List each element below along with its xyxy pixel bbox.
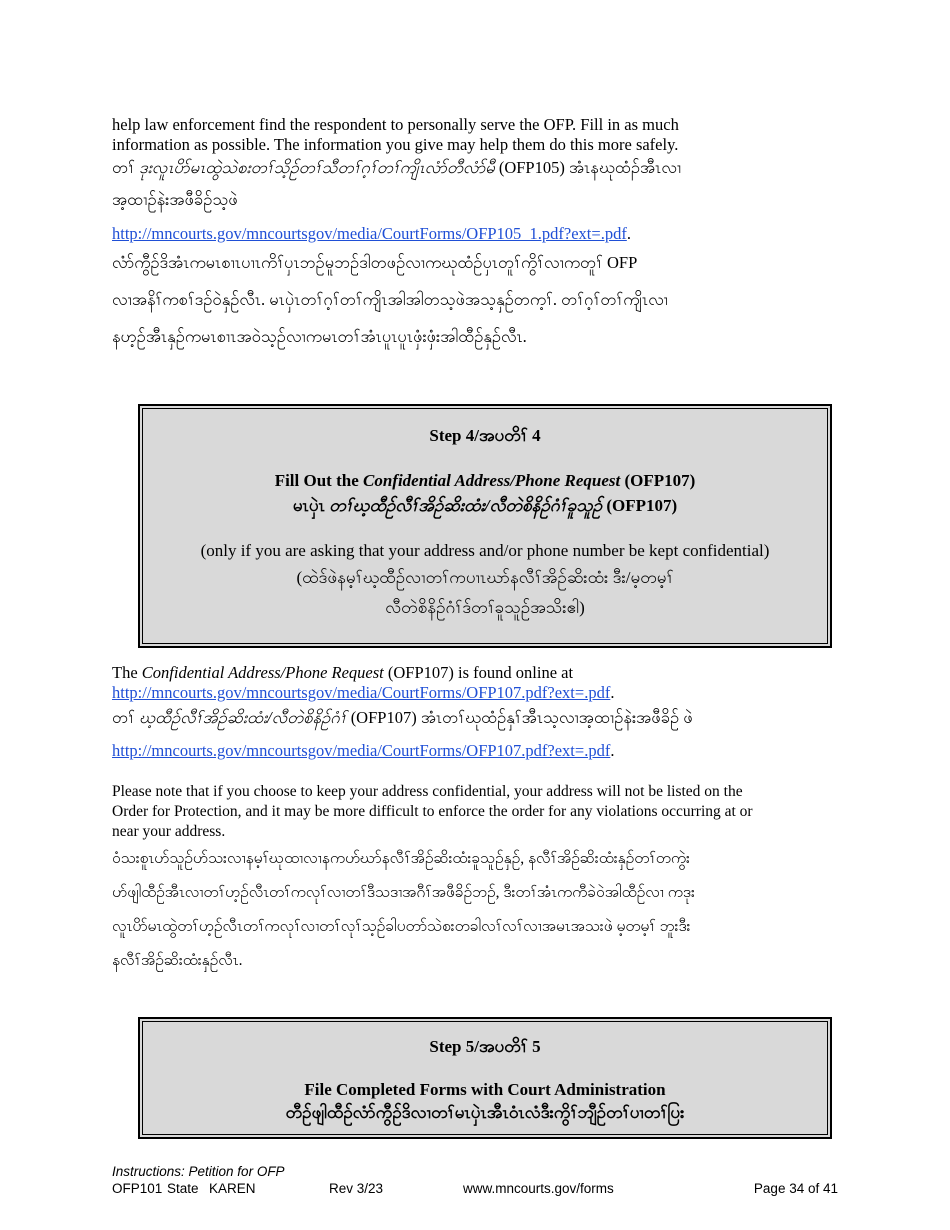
intro-karen-line-1: တၢ် ဒုးလူၤပိာ်မၤထွဲသဲစးတၢ်သိ့ဉ်တၢ်သီတၢ်ဂ့ၢ်တၢ်ကျိၤလံာ်တီလံာ်မီ (OFP105) အံၤနဃုထံၣ်အီၤလၢ (112, 158, 682, 177)
footer-form-id: OFP101 (112, 1181, 163, 1196)
footer-language: KAREN (209, 1181, 256, 1196)
para3-en-3: near your address. (112, 823, 226, 840)
step-5-heading: Step 5/အပတိၢ် 5 (429, 1037, 541, 1056)
step-4-note-karen-2: လီတဲစိနိဉ်ဂံၢ်ဒ်တၢ်ခူသူဉ်အသိးဧါ) (385, 598, 585, 617)
para3-kr-2: ဟ်ဖျါထီဉ်အီၤလၢတၢ်ဟ့ဉ်လီၤတၢ်ကလုၢ်လၢတၢ်ဒီသဒၢအဂီၢ်အဖီခိဉ်ဘဉ်, ဒီးတၢ်အံၤကကီခဲဝဲအါထီဉ်လၢ ကဒုး (112, 884, 695, 901)
form-location-section: The Confidential Address/Phone Request (OFP107) is found online at http://mncourts.gov/mncourtsgov/media/CourtForms/OFP107.pdf?ext=.pdf. တၢ် ဃ့ထီဉ်လီၢ်အိဉ်ဆိးထံး/လီတဲစိနိဉ်ဂံၢ် (OFP107) အံၤတၢ်ဃုထံဉ်နှၢ်အီၤသ့လၢအ့ထၢဉ်နဲးအဖီခိဉ် ဖဲ http://mncourts.gov/mncourtsgov/media/CourtForms/OFP107.pdf?ext=.pdf. (112, 663, 838, 761)
footer-website[interactable]: www.mncourts.gov/forms (463, 1181, 614, 1196)
footer-row (112, 1180, 838, 1197)
footer-instructions: Instructions: Petition for OFP (112, 1164, 285, 1179)
karen-form-title: ဒုးလူၤပိာ်မၤထွဲသဲစးတၢ်သိ့ဉ်တၢ်သီတၢ်ဂ့ၢ်တၢ်ကျိၤလံာ်တီလံာ်မီ (139, 158, 495, 177)
step-4-title-karen: မၤပှဲၤ တၢ်ဃ့ထီဉ်လီၢ်အိဉ်ဆိးထံး/လီတဲစိနိဉ်ဂံၢ်ခူသူဉ် (OFP107) (292, 496, 678, 515)
para3-en-1: Please note that if you choose to keep your address confidential, your address will not be listed on the (112, 783, 743, 800)
para3-kr-4: နလီၢ်အိဉ်ဆိးထံးနှဉ်လီၤ. (112, 952, 243, 969)
page-footer (112, 1163, 838, 1197)
ofp105-link[interactable]: http://mncourts.gov/mncourtsgov/media/CourtForms/OFP105_1.pdf?ext=.pdf (112, 224, 627, 243)
footer-revision: Rev 3/23 (329, 1181, 384, 1196)
para3-kr-1: ဝံသးစူၤဟ်သူဉ်ဟ်သးလၢနမ့ၢ်ဃုထၢလၢနကဟ်ဃာ်နလီၢ်အိဉ်ဆိးထံးခူသူဉ်နှဉ်, နလီၢ်အိဉ်ဆိးထံးနှဉ်တၢ်တကွဲး (112, 850, 690, 867)
intro-line-1: help law enforcement find the respondent to personally serve the OFP. Fill in as much (112, 115, 679, 134)
step-4-note: (only if you are asking that your address and/or phone number be kept confidential) (200, 541, 770, 560)
intro-section: help law enforcement find the respondent to personally serve the OFP. Fill in as much information as possible. The information you give may help them do this more safely. တၢ် ဒုးလူၤပိာ်မၤထွဲသဲစးတၢ်သိ့ဉ်တၢ်သီတၢ်ဂ့ၢ်တၢ်ကျိၤလံာ်တီလံာ်မီ (OFP105) အံၤနဃုထံၣ်အီၤလၢ အ့ထၢဉ်နဲးအဖီခိဉ်သ့ဖဲ http://mncourts.gov/mncourtsgov/media/CourtForms/OFP105_1.pdf?ext=.pdf. လံာ်ကွီဉ်ဒိအံၤကမၤစၢၤပၢၤကိၢ်ပှၤဘဉ်မူဘဉ်ဒါတဖဉ်လၢကဃုထံဉ်ပှၤတူၢ်ကွိၢ်လၢကတူၢ် OFP လၢအနိၢ်ကစၢ်ဒဉ်ဝဲနှဉ်လီၤ. မၤပှဲၤတၢ်ဂ့ၢ်တၢ်ကျိၤအါအါတသ့ဖဲအသ့နှဉ်တက့ၢ်. တၢ်ဂ့ၢ်တၢ်ကျိၤလၢ နဟ့ဉ်အီၤနှဉ်ကမၤစၢၤအဝဲသ့ဉ်လၢကမၤတၢ်အံၤပူၤပူၤဖှံးဖှံးအါထီဉ်နှဉ်လီၤ. (112, 115, 838, 355)
intro-karen-line-4: လၢအနိၢ်ကစၢ်ဒဉ်ဝဲနှဉ်လီၤ. မၤပှဲၤတၢ်ဂ့ၢ်တၢ်ကျိၤအါအါတသ့ဖဲအသ့နှဉ်တက့ၢ်. တၢ်ဂ့ၢ်တၢ်ကျိၤလၢ (112, 290, 669, 309)
step-4-box (138, 404, 832, 648)
step-4-heading: Step 4/အပတိၢ် 4 (429, 426, 541, 445)
ofp107-link-2[interactable]: http://mncourts.gov/mncourtsgov/media/CourtForms/OFP107.pdf?ext=.pdf (112, 741, 611, 760)
intro-karen-line-5: နဟ့ဉ်အီၤနှဉ်ကမၤစၢၤအဝဲသ့ဉ်လၢကမၤတၢ်အံၤပူၤပူၤဖှံးဖှံးအါထီဉ်နှဉ်လီၤ. (112, 327, 527, 346)
para2-line-1: The Confidential Address/Phone Request (OFP107) is found online at (112, 663, 574, 682)
footer-state: State (167, 1181, 199, 1196)
confidential-note-section (112, 782, 838, 978)
footer-page-number: Page 34 of 41 (753, 1181, 838, 1196)
intro-line-2: information as possible. The information you give may help them do this more safely. (112, 135, 679, 154)
step-4-title: Fill Out the Confidential Address/Phone Request (OFP107) (274, 471, 696, 490)
step-5-title: File Completed Forms with Court Administration (304, 1080, 666, 1099)
para3-kr-3: လူၤပိာ်မၤထွဲတၢ်ဟ့ဉ်လီၤတၢ်ကလုၢ်လၢတၢ်လုၢ်သ့ဉ်ခါပတာ်သဲစးတခါလၢ်လၢ်လၢအမၤအသးဖဲ မ့တမ့ၢ် ဘူးဒီး (112, 918, 691, 935)
para3-en-2: Order for Protection, and it may be more difficult to enforce the order for any violations occurring at or (112, 803, 753, 820)
ofp107-link[interactable]: http://mncourts.gov/mncourtsgov/media/CourtForms/OFP107.pdf?ext=.pdf (112, 683, 611, 702)
para2-karen-line: တၢ် ဃ့ထီဉ်လီၢ်အိဉ်ဆိးထံး/လီတဲစိနိဉ်ဂံၢ် (OFP107) အံၤတၢ်ဃုထံဉ်နှၢ်အီၤသ့လၢအ့ထၢဉ်နဲးအဖီခိဉ် ဖဲ (112, 708, 693, 727)
step-5-box (138, 1017, 832, 1139)
step-4-note-karen-1: (ထဲဒ်ဖဲနမ့ၢ်ဃ့ထီဉ်လၢတၢ်ကပၢၤဃာ်နလီၢ်အိဉ်ဆိးထံး ဒီး/မ့တမ့ၢ် (296, 568, 674, 587)
intro-karen-line-2: အ့ထၢဉ်နဲးအဖီခိဉ်သ့ဖဲ (112, 190, 238, 209)
intro-karen-line-3: လံာ်ကွီဉ်ဒိအံၤကမၤစၢၤပၢၤကိၢ်ပှၤဘဉ်မူဘဉ်ဒါတဖဉ်လၢကဃုထံဉ်ပှၤတူၢ်ကွိၢ်လၢကတူၢ် OFP (112, 253, 638, 272)
step-5-title-karen: တီဉ်ဖျါထီဉ်လံာ်ကွီဉ်ဒိလၢတၢ်မၤပှဲၤအီၤဝံၤလံဒီးကွိၢ်ဘျီဉ်တၢ်ပၢတၢ်ပြး (285, 1103, 685, 1122)
